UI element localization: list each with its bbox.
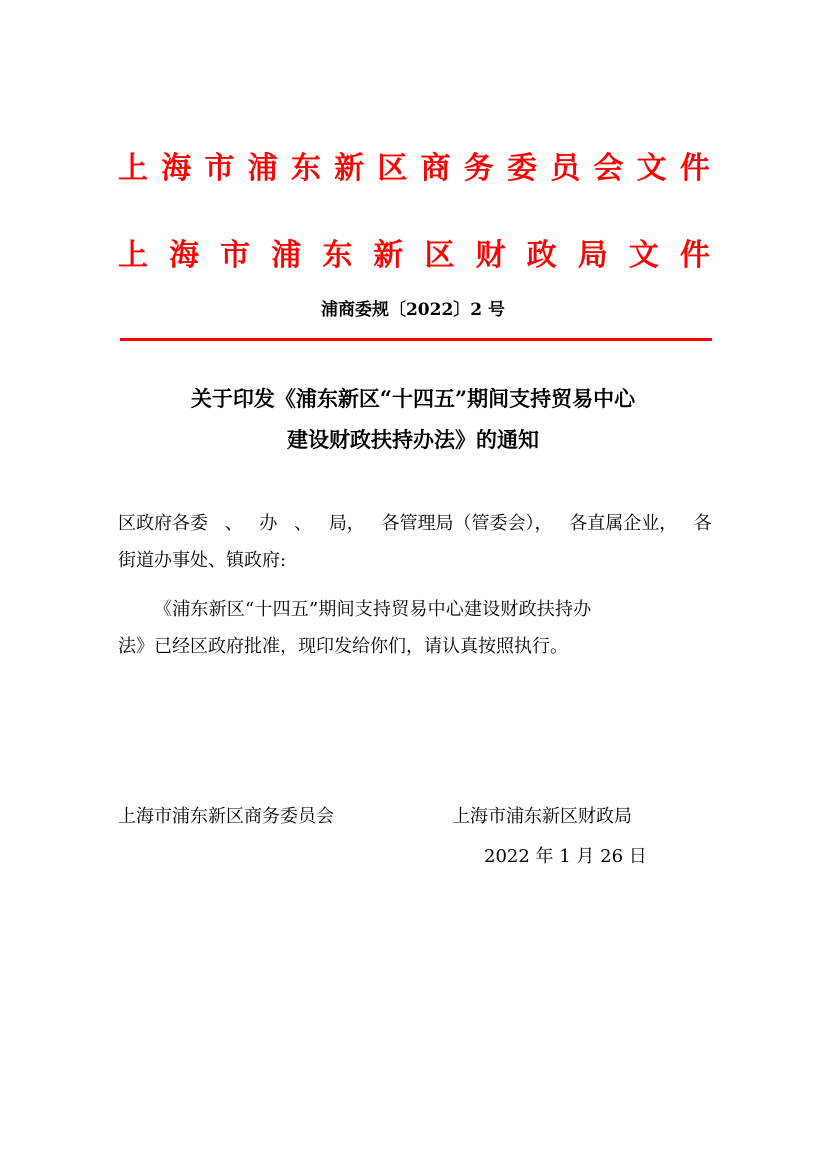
addressee-line-1 (118, 510, 712, 538)
issuer-header-finance-char: 文 (628, 238, 659, 273)
signature-finance-bureau: 上海市浦东新区财政局 (452, 806, 632, 827)
issue-date: 2022 年 1 月 26 日 (484, 846, 647, 867)
addressee-segment: 各直属企业， (569, 513, 678, 534)
issuer-header-finance (118, 238, 710, 274)
issuer-header-commerce-char: 市 (204, 151, 235, 186)
issuer-header-commerce-char: 文 (636, 151, 667, 186)
paragraph-line-1: 《浦东新区“十四五”期间支持贸易中心建设财政扶持办 (154, 599, 592, 620)
issuer-header-commerce-char: 新 (334, 151, 365, 186)
notice-body-paragraph (118, 596, 712, 661)
issuer-header-commerce-char: 东 (290, 151, 321, 186)
issuer-header-commerce-char: 商 (420, 151, 451, 186)
notice-title-line-1: 关于印发《浦东新区“十四五”期间支持贸易中心 (190, 386, 636, 411)
issuer-header-finance-char: 浦 (271, 238, 302, 273)
addressee-segment: 各管理局（管委会）， (381, 513, 553, 534)
issuer-header-finance-char: 东 (322, 238, 353, 273)
issuer-header-finance-char: 政 (526, 238, 557, 273)
addressee-segment: 办 (259, 513, 278, 534)
issuer-header-commerce-char: 浦 (247, 151, 278, 186)
addressee-segment: 局， (328, 513, 365, 534)
addressee-segment: 各 (693, 513, 712, 534)
issuer-header-commerce-char: 区 (377, 151, 408, 186)
addressee-line-2: 街道办事处、镇政府: (118, 550, 287, 571)
addressee-segment: 、 (294, 513, 313, 534)
addressee-segment: 区政府各委 (118, 513, 208, 534)
issuer-header-finance-char: 区 (424, 238, 455, 273)
issuer-header-commerce-char: 海 (161, 151, 192, 186)
issuer-header-commerce-char: 员 (550, 151, 581, 186)
issuer-header-commerce-char: 委 (506, 151, 537, 186)
issuer-header-finance-char: 上 (118, 238, 148, 273)
issuer-header-finance-char: 财 (475, 238, 506, 273)
issuer-header-commerce-char: 会 (593, 151, 624, 186)
paragraph-line-2: 法》已经区政府批准，现印发给你们，请认真按照执行。 (118, 636, 568, 657)
issuer-header-commerce (118, 151, 710, 187)
addressee-segment: 、 (224, 513, 243, 534)
document-number: 浦商委规〔2022〕2 号 (320, 300, 506, 320)
signature-commerce-commission: 上海市浦东新区商务委员会 (118, 806, 334, 827)
issuer-header-finance-char: 市 (220, 238, 251, 273)
issuer-header-finance-char: 新 (373, 238, 404, 273)
issuer-header-commerce-char: 上 (118, 151, 148, 186)
issuer-header-finance-char: 局 (577, 238, 608, 273)
issuer-header-commerce-char: 务 (463, 151, 494, 186)
addressee-block (118, 510, 712, 575)
notice-title-line-2: 建设财政扶持办法》的通知 (287, 427, 539, 452)
issuer-header-finance-char: 海 (169, 238, 200, 273)
issuer-header-finance-char: 件 (679, 238, 710, 273)
red-divider-rule (120, 338, 712, 341)
issuer-header-commerce-char: 件 (679, 151, 710, 186)
